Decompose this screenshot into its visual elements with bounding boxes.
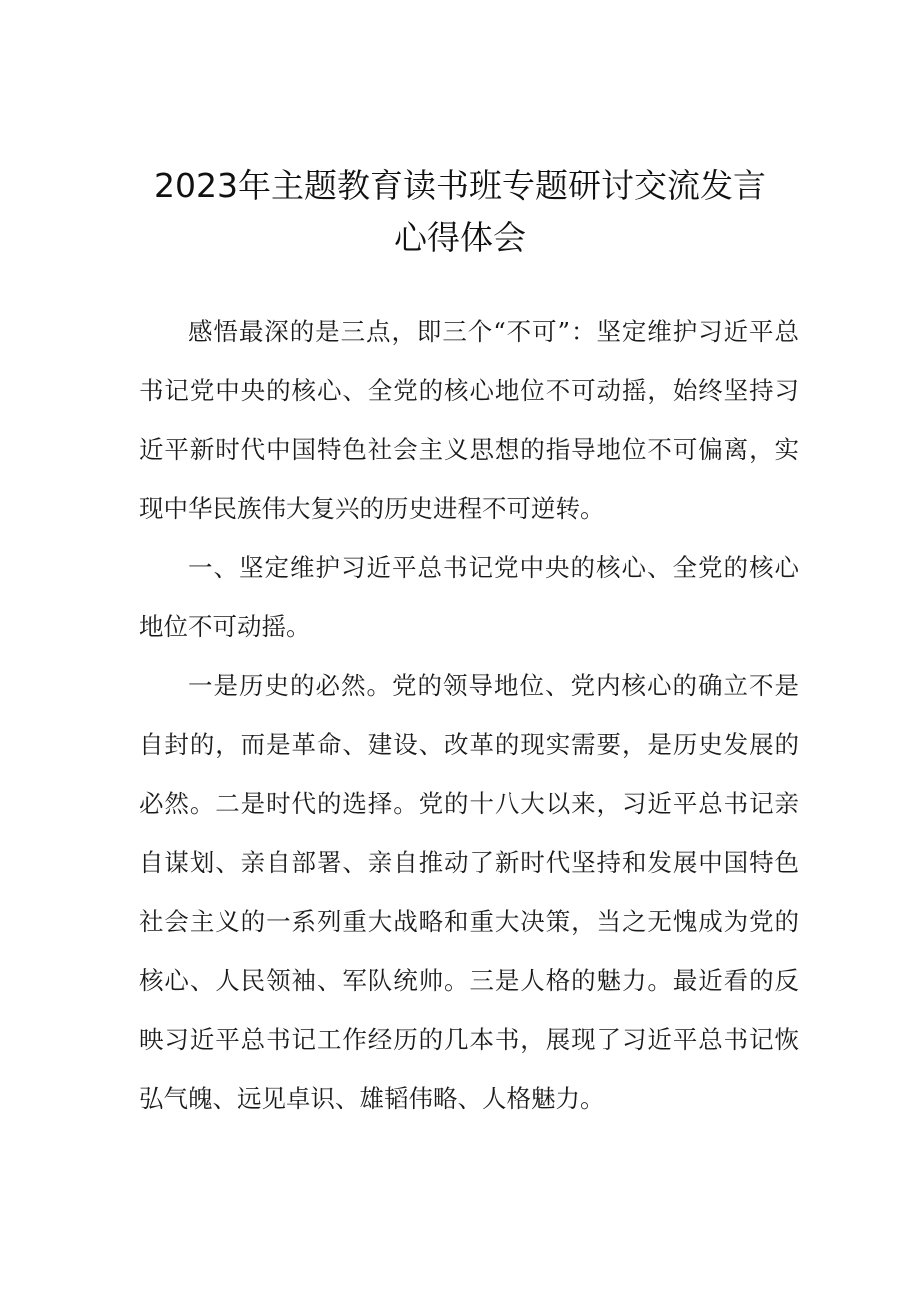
- paragraph-intro: 感悟最深的是三点，即三个“不可”：坚定维护习近平总书记党中央的核心、全党的核心地位不可动摇，始终坚持习近平新时代中国特色社会主义思想的指导地位不可偏离，实现中华民族伟大复兴的历史进程不可逆转。: [139, 317, 799, 523]
- paragraph-points: 一是历史的必然。党的领导地位、党内核心的确立不是自封的，而是革命、建设、改革的现实需要，是历史发展的必然。二是时代的选择。党的十八大以来，习近平总书记亲自谋划、亲自部署、亲自推动了新时代坚持和发展中国特色社会主义的一系列重大战略和重大决策，当之无愧成为党的核心、人民领袖、军队统帅。三是人格的魅力。最近看的反映习近平总书记工作经历的几本书，展现了习近平总书记恢弘气魄、远见卓识、雄韬伟略、人格魅力。: [139, 671, 799, 1113]
- document-title-line-1: 2023年主题教育读书班专题研讨交流发言: [154, 166, 766, 205]
- document-body: [139, 302, 799, 1128]
- paragraph-section-heading: 一、坚定维护习近平总书记党中央的核心、全党的核心地位不可动摇。: [139, 553, 799, 641]
- document-title-line-2: 心得体会: [394, 218, 526, 257]
